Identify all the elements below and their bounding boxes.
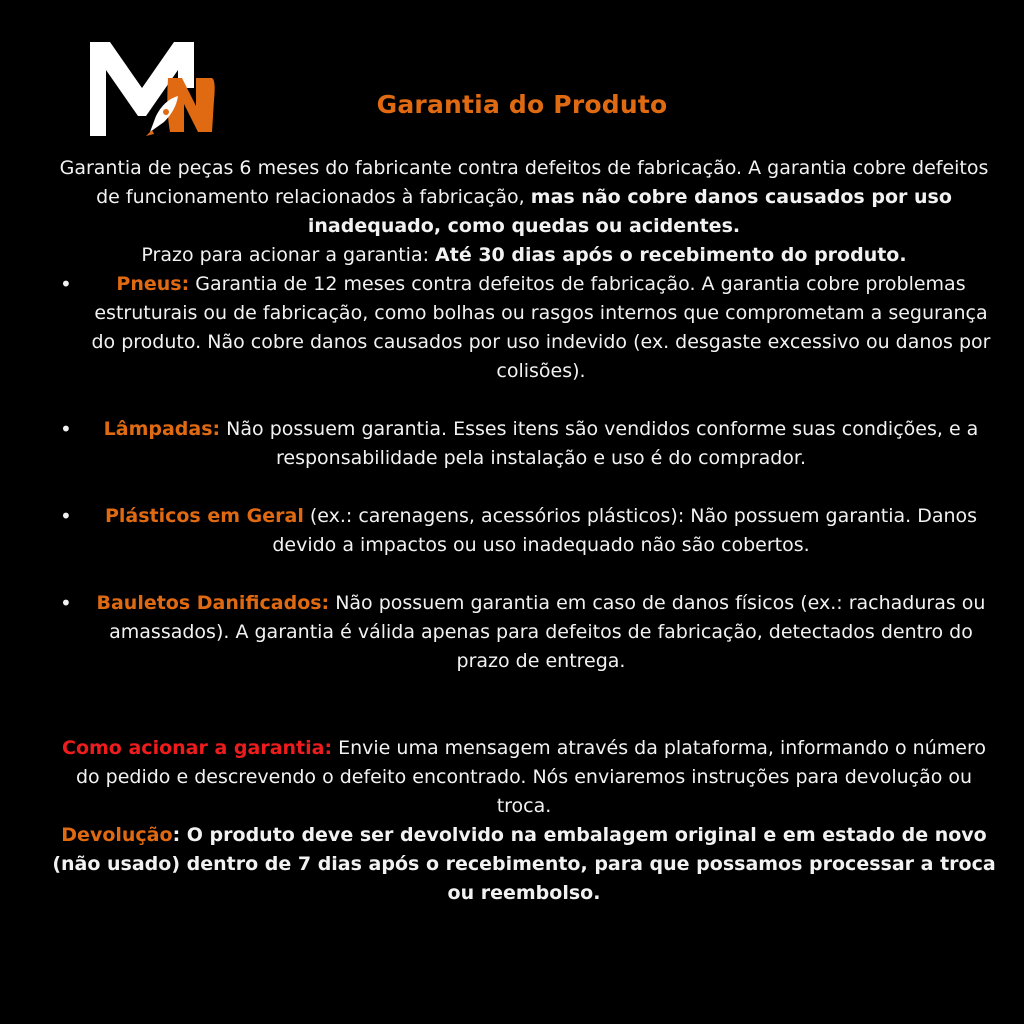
intro-paragraph — [48, 154, 1000, 241]
item-text: (ex.: carenagens, acessórios plásticos): Não possuem garantia. Danos devido a impactos ou uso inadequado não são cobertos. — [272, 505, 978, 556]
item-label: Plásticos em Geral — [104, 505, 304, 527]
list-item-pneus — [48, 270, 1000, 386]
bullet: • — [60, 417, 72, 441]
acionar-label: Como acionar a garantia: — [62, 737, 333, 759]
item-text: Não possuem garantia em caso de danos físicos (ex.: rachaduras ou amassados). A garantia é válida apenas para defeitos de fabricação, detectados dentro do prazo de entrega. — [109, 592, 986, 672]
item-text: Não possuem garantia. Esses itens são vendidos conforme suas condições, e a responsabilidade pela instalação e uso é do comprador. — [220, 418, 979, 469]
acionar-paragraph — [48, 734, 1000, 821]
bullet: • — [60, 504, 72, 528]
list-item-plasticos — [48, 502, 1000, 560]
prazo-label: Prazo para acionar a garantia: — [141, 244, 436, 266]
devolucao-text: : O produto deve ser devolvido na embalagem original e em estado de novo (não usado) dentro de 7 dias após o recebimento, para que possamos processar a troca ou reembolso. — [52, 824, 996, 904]
spacer — [48, 705, 1000, 734]
acionar-text: Envie uma mensagem através da plataforma, informando o número do pedido e descrevendo o defeito encontrado. Nós enviaremos instruções para devolução ou troca. — [75, 737, 986, 817]
prazo-value: Até 30 dias após o recebimento do produto. — [435, 244, 907, 266]
item-label: Lâmpadas: — [103, 418, 221, 440]
intro-text: Garantia de peças 6 meses do fabricante contra defeitos de fabricação. A garantia cobre defeitos de funcionamento relacionados à fabricação, — [59, 157, 989, 208]
devolucao-paragraph — [48, 821, 1000, 908]
item-text: Garantia de 12 meses contra defeitos de fabricação. A garantia cobre problemas estruturais ou de fabricação, como bolhas ou rasgos internos que comprometam a segurança do produto. Não cobre danos causados por uso indevido (ex. desgaste excessivo ou danos por colisões). — [91, 273, 991, 382]
warranty-items-list — [48, 270, 1000, 676]
bullet: • — [60, 272, 72, 296]
item-label: Pneus: — [116, 273, 190, 295]
intro-bold-text: mas não cobre danos causados por uso inadequado, como quedas ou acidentes. — [307, 186, 952, 237]
list-item-lampadas — [48, 415, 1000, 473]
bullet: • — [60, 591, 72, 615]
prazo-paragraph — [48, 241, 1000, 270]
warranty-content — [48, 154, 1000, 908]
page-title: Garantia do Produto — [376, 90, 668, 119]
list-item-bauletos — [48, 589, 1000, 676]
devolucao-label: Devolução — [61, 824, 173, 846]
item-label: Bauletos Danificados: — [96, 592, 330, 614]
